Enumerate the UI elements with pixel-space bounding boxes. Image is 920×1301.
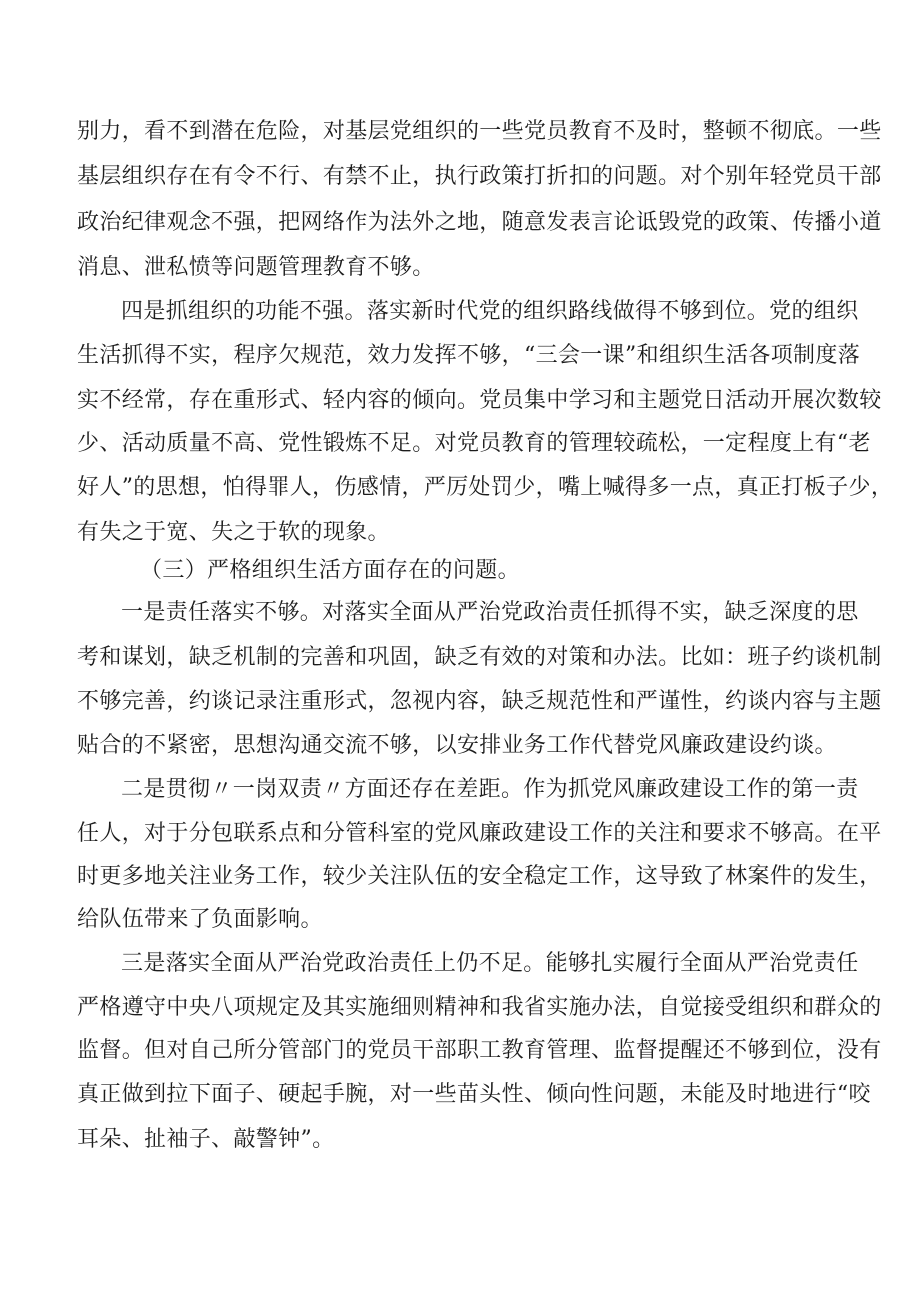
text-line: 有失之于宽、失之于软的现象。 [77, 520, 390, 545]
paragraph-start-line: 一是责任落实不够。对落实全面从严治党政治责任抓得不实，缺乏深度的思 [121, 600, 859, 625]
text-line: 少、活动质量不高、党性锻炼不足。对党员教育的管理较疏松，一定程度上有“老 [77, 431, 871, 456]
text-line: 实不经常，存在重形式、轻内容的倾向。党员集中学习和主题党日活动开展次数较 [77, 388, 882, 413]
text-line: 好人”的思想，怕得罪人，伤感情，严厉处罚少，嘴上喊得多一点，真正打板子少， [77, 475, 894, 500]
paragraph-start-line: 四是抓组织的功能不强。落实新时代党的组织路线做得不够到位。党的组织 [121, 299, 859, 324]
text-line: 给队伍带来了负面影响。 [77, 907, 323, 932]
paragraph-start-line: 二是贯彻〃一岗双责〃方面还存在差距。作为抓党风廉政建设工作的第一责 [121, 777, 859, 802]
text-line: 时更多地关注业务工作，较少关注队伍的安全稳定工作，这导致了林案件的发生， [77, 864, 882, 889]
text-line: 不够完善，约谈记录注重形式，忽视内容，缺乏规范性和严谨性，约谈内容与主题 [77, 689, 882, 714]
text-line: 考和谋划，缺乏机制的完善和巩固，缺乏有效的对策和办法。比如：班子约谈机制 [77, 645, 882, 670]
text-line: 真正做到拉下面子、硬起手腕，对一些苗头性、倾向性问题，未能及时地进行“咬 [77, 1082, 871, 1107]
paragraph-start-line: 三是落实全面从严治党政治责任上仍不足。能够扎实履行全面从严治党责任 [121, 951, 859, 976]
text-line: 消息、泄私愤等问题管理教育不够。 [77, 255, 435, 280]
text-line: 基层组织存在有令不行、有禁不止，执行政策打折扣的问题。对个别年轻党员干部 [77, 164, 882, 189]
text-line: 监督。但对自己所分管部门的党员干部职工教育管理、监督提醒还不够到位，没有 [77, 1038, 882, 1063]
text-line: 生活抓得不实，程序欠规范，效力发挥不够，“三会一课”和组织生活各项制度落 [77, 343, 861, 368]
text-line: 严格遵守中央八项规定及其实施细则精神和我省实施办法，自觉接受组织和群众的 [77, 995, 882, 1020]
text-line: 别力，看不到潜在危险，对基层党组织的一些党员教育不及时，整顿不彻底。一些 [77, 119, 882, 144]
text-line: 任人，对于分包联系点和分管科室的党风廉政建设工作的关注和要求不够高。在平 [77, 821, 882, 846]
text-line: 贴合的不紧密，思想沟通交流不够，以安排业务工作代替党风廉政建设约谈。 [77, 733, 837, 758]
section-heading: （三）严格组织生活方面存在的问题。 [140, 558, 520, 583]
text-line: 政治纪律观念不强，把网络作为法外之地，随意发表言论诋毁党的政策、传播小道 [77, 210, 882, 235]
text-line: 耳朵、扯袖子、敲警钟”。 [77, 1127, 335, 1152]
